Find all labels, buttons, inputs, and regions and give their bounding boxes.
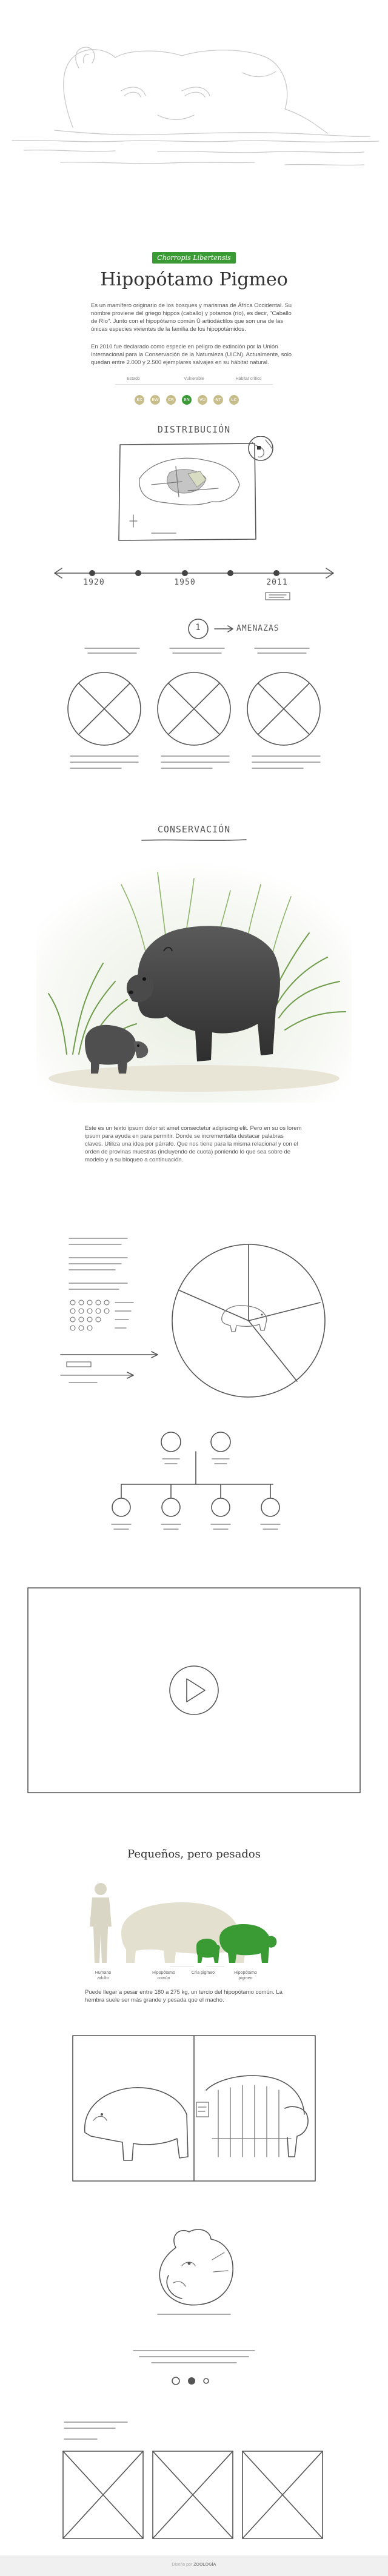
tab-estado[interactable]: Estado (127, 377, 140, 381)
status-paragraph: En 2010 fue declarado como especie en peligro de extinción por la Unión Internacional para la Conservación de la Naturaleza (UICN). Actualmente, solo quedan entre 2.000 y 2.500 ejemplares salvajes en su hábitat natural. (91, 344, 292, 366)
conservacion-paragraph: Este es un texto ipsum dolor sit amet consectetur adipiscing elit. Pero en su os lorem ipsum para ayuda en para permitir. Donde se incrementalta destacar palabras claves. Utiliza una idea por párrafo. Que nos tiene para la misma relacional y con el orden de provinas muestras (incluyendo de cuota) poniendo lo que sea sobre de modelo y a su bloqueo a continuación. (85, 1125, 302, 1163)
badge-wrap (0, 251, 388, 262)
data-list-pie-sketch (48, 1206, 352, 1436)
head-caption-lines (127, 2345, 261, 2369)
play-icon (187, 1679, 205, 1702)
size-label-common: Hipopótamo común (152, 1971, 175, 1980)
skeleton-comparison-sketch (67, 2030, 321, 2187)
distribution-map-sketch (115, 436, 285, 545)
status-dot-en[interactable]: EN (182, 395, 192, 405)
sizes-caption: Puede llegar a pesar entre 180 a 275 kg, un tercio del hipopótamo común. La hembra suele ser más grande y pesada que el macho. (85, 1989, 283, 2003)
footer-brand[interactable]: ZOOLOGÍA (193, 2563, 216, 2567)
tab-divider (115, 384, 273, 385)
size-comparison-figure (85, 1878, 315, 1969)
tab-habitat[interactable]: Hábitat crítico (235, 377, 262, 381)
hippo-head-sketch (139, 2223, 249, 2326)
gallery-sketch (61, 2417, 327, 2544)
conservacion-underline (139, 837, 249, 843)
hero-hippo-sketch (0, 0, 388, 176)
threat-placeholders-sketch (61, 642, 327, 775)
status-dot-ex[interactable]: EX (135, 395, 144, 405)
footer-prefix: Diseño por (172, 2563, 193, 2567)
page-title: Hipopótamo Pigmeo (100, 269, 288, 290)
species-badge: Chorropis Libertensis (152, 252, 235, 264)
conservacion-title: CONSERVACIÓN (157, 824, 231, 835)
tab-vulnerable[interactable]: Vulnerable (184, 377, 204, 381)
status-dot-vu[interactable]: VU (198, 395, 207, 405)
status-dot-nt[interactable]: NT (213, 395, 223, 405)
timeline-year-2011: 2011 (266, 578, 288, 587)
hippo-illustration (36, 860, 352, 1103)
amenazas-number: 1 (195, 623, 201, 632)
status-dot-ew[interactable]: EW (150, 395, 160, 405)
carousel-dots[interactable] (170, 2375, 218, 2387)
size-label-human: Humano adulto (95, 1971, 112, 1980)
status-dot-cr[interactable]: CR (166, 395, 176, 405)
arrow-right-icon (212, 624, 236, 634)
size-label-baby: Cría pigmeo (191, 1971, 215, 1975)
timeline-sketch (48, 563, 340, 612)
size-label-pygmy: Hipopótamo pigmeo (234, 1971, 257, 1980)
amenazas-label: AMENAZAS (236, 624, 279, 633)
footer-credit (0, 2563, 388, 2567)
family-tree-sketch (91, 1430, 297, 1551)
timeline-year-1950: 1950 (174, 578, 196, 587)
distribution-title: DISTRIBUCIÓN (157, 424, 231, 435)
video-player[interactable] (24, 1584, 364, 1796)
intro-paragraph: Es un mamífero originario de los bosques y marismas de África Occidental. Su nombre proviene del griego hippos (caballo) y potamos (río), es decir, "Caballo de Río". Junto con el hipopótamo común Ú artiodáctilos que son una de las únicas especies vivientes de la familia de los hipopotámidos. (91, 302, 292, 333)
status-dot-lc[interactable]: LC (229, 395, 239, 405)
timeline-year-1920: 1920 (83, 578, 105, 587)
sizes-title: Pequeños, pero pesados (127, 1848, 261, 1861)
